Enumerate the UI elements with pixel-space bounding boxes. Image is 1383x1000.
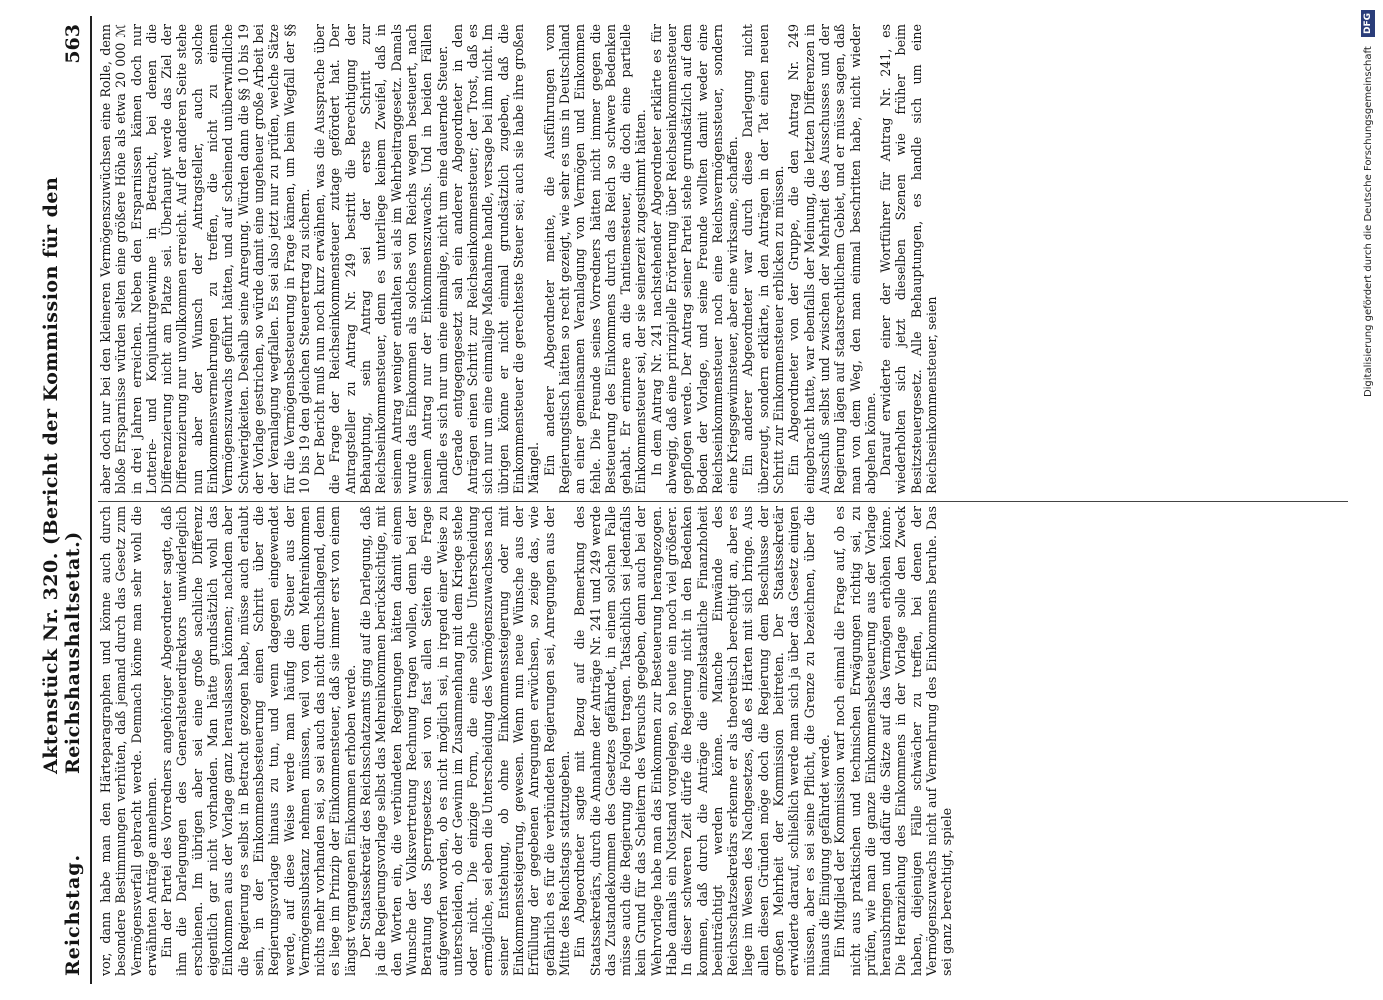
rotated-page-content [40,16,1350,984]
header-left-title: Reichstag. [62,853,84,976]
column-right [98,24,1348,494]
paragraph: Ein anderer Abgeordneter war durch diese Darlegung nicht überzeugt, sondern erklärte, in den Anträgen in der Tat einen neuen Schritt zur Einkommensteuer erblicken zu müssen. [740,24,787,494]
text-columns [98,16,1348,984]
paragraph: Ein Abgeordneter sagte mit Bezug auf die Bemerkung des Staatssekretärs, durch die Annahme der Anträge Nr. 241 und 249 werde das Zustandekommen des Gesetzes gefährdet, in einem solchen Falle müsse auch die Regierung die Folgen tragen. Tatsächlich sei jedenfalls kein Grund für das Scheitern des Versuchs gegeben, denn auch bei der Wehrvorlage habe man das Einkommen zur Besteuerung herangezogen. Habe damals ein Notstand vorgelegen, so heute ein noch viel größerer. In dieser schweren Zeit dürfe die Regierung nicht in den Bedenken kommen, daß durch die Anträge die einzelstaatliche Finanzhoheit beeinträchtigt werden könne. Manche Einwände des Reichsschatzsekretärs erkenne er als theoretisch berechtigt an, aber es liege im Wesen des Nachgesetzes, daß es Härten mit sich bringe. Aus allen diesen Gründen möge doch die Regierung dem Beschlusse der großen Mehrheit der Kommission beitreten. Der Staatssekretär erwiderte darauf, schließlich werde man sich ja über das Gesetz einigen müssen, aber es sei seine Pflicht, die Grenze zu bezeichnen, über die hinaus die Einigung gefährdet werde. [572,506,832,976]
paragraph: Der Bericht muß nun noch kurz erwähnen, was die Aussprache über die Frage der Reichseinkommensteuer zutage gefördert hat. Der Antragsteller zu Antrag Nr. 249 bestritt die Berechtigung der Behauptung, sein Antrag sei der erste Schritt zur Reichseinkommensteuer, denn es unterliege keinem Zweifel, daß in seinem Antrag weniger enthalten sei als im Wehrbeitraggesetz. Damals wurde das Einkommen als solches von Reichs wegen besteuert, nach seinem Antrag nur der Einkommenszuwachs. Und in beiden Fällen handle es sich nur um eine einmalige, nicht um eine dauernde Steuer. [312,24,450,494]
paragraph: Ein Abgeordneter von der Gruppe, die den Antrag Nr. 249 eingebracht hatte, war ebenfalls der Meinung, die letzten Differenzen in Ausschuß selbst und zwischen der Mehrheit des Ausschusses und der Regierung lägen auf staatsrechtlichem Gebiet, und er müsse sagen, daß man von dem Weg, den man einmal beschritten habe, nicht wieder abgehen könne. [786,24,878,494]
column-divider [98,501,1348,502]
paragraph: vor, dann habe man den Härteparagraphen und könne auch durch besondere Bestimmungen verhüten, daß jemand durch das Gesetz zum Vermögensverfall gebracht werde. Demnach könne man sehr wohl die erwähnten Anträge annehmen. [98,506,159,976]
paragraph: Ein Mitglied der Kommission warf noch einmal die Frage auf, ob es nicht aus praktischen und technischen Erwägungen richtig sei, zu prüfen, wie man die ganze Einkommensbesteuerung aus der Vorlage herausbringen und dafür die Sätze auf das Vermögen erhöhen könne. Die Heranziehung des Einkommens in der Vorlage solle den Zweck haben, diejenigen Fälle schwächer zu treffen, bei denen der Vermögenszuwachs nicht auf Vermehrung des Einkommens beruhe. Das sei ganz berechtigt, spiele [832,506,955,976]
paragraph: Darauf erwiderte einer der Wortführer für Antrag Nr. 241, es wiederholten sich jetzt dieselben Szenen wie früher beim Besitzsteuergesetz. Alle Behauptungen, es handle sich um eine Reichseinkommensteuer, seien [878,24,940,494]
page-number: 563 [62,24,84,64]
digitization-credit-strip [1358,10,1380,990]
document-page [40,16,1350,984]
paragraph: In dem Antrag Nr. 241 nachstehender Abgeordneter erklärte es für abwegig, daß eine prinzipielle Erörterung über Reichseinkommensteuer gepflogen werde. Der Antrag seiner Partei stehe grundsätzlich auf dem Boden der Vorlage, und seine Freunde wollten damit weder eine Reichseinkommensteuer noch eine Reichsvermögenssteuer, sondern eine Kriegsgewinnsteuer, aber eine wirksame, schaffen. [648,24,741,494]
credit-text: Digitalisierung gefördert durch die Deutsche Forschungsgemeinschaft [1363,46,1374,398]
paragraph: Ein anderer Abgeordneter meinte, die Ausführungen vom Regierungstisch hätten so recht gezeigt, wie sehr es uns in Deutschland an einer gemeinsamen Veranlagung von Vermögen und Einkommen fehle. Die Freunde seines Vorredners hätten nicht immer gegen die Besteuerung des Einkommens durch das Reich so schwere Bedenken gehabt. Er erinnere an die Tantiemesteuer, die doch eine partielle Einkommensteuer sei, der sie seinerzeit zugestimmt hätten. [541,24,649,494]
paragraph: Der Staatssekretär des Reichsschatzamts ging auf die Darlegung, daß ja die Regierungsvorlage selbst das Mehreinkommen berücksichtige, mit den Worten ein, die verbündeten Regierungen hätten damit einem Wunsche der Volksvertretung Rechnung tragen wollen, denn bei der Beratung des Sperrgesetzes sei von fast allen Seiten die Frage aufgeworfen worden, ob es nicht möglich sei, in irgend einer Weise zu unterscheiden, ob der Gewinn im Zusammenhang mit dem Kriege stehe oder nicht. Die einzige Form, die eine solche Unterscheidung ermögliche, sei eben die Unterscheidung des Vermögenszuwachses nach seiner Entstehung, ob ohne Einkommenssteigerung oder mit Einkommenssteigerung, gewesen. Wenn nun neue Wünsche aus der Erfüllung der gegebenen Anregungen erwüchsen, so zeige das, wie gefährlich es für die verbündeten Regierungen sei, Anregungen aus der Mitte des Reichstags stattzugeben. [358,506,572,976]
column-left [98,506,1348,976]
paragraph: Ein der Partei des Vorredners angehöriger Abgeordneter sagte, daß ihm die Darlegungen des Generalsteuerdirektors unwiderleglich erschienen. Im übrigen aber sei eine große sachliche Differenz eigentlich gar nicht vorhanden. Man hätte grundsätzlich wohl das Einkommen aus der Vorlage ganz herauslassen können; nachdem aber die Regierung es selbst in Betracht gezogen habe, müsse auch erlaubt sein, in der Einkommensbesteuerung einen Schritt über die Regierungsvorlage hinaus zu tun, und wenn dagegen eingewendet werde, auf diese Weise werde man häufig die Steuer aus der Vermögenssubstanz nehmen müssen, weil von dem Mehreinkommen nichts mehr vorhanden sei, so sei auch das nicht durchschlagend, denn es liege im Prinzip der Einkommensteuer, daß sie immer erst von einem längst vergangenen Einkommen erhoben werde. [159,506,358,976]
running-header [40,16,92,984]
digitization-credit [1358,10,1380,990]
paragraph: Gerade entgegengesetzt sah ein anderer Abgeordneter in den Anträgen einen Schritt zur Reichseinkommensteuer; der Trost, daß es sich nur um eine einmalige Maßnahme handle, versage bei ihm nicht. Im übrigen könne er nicht einmal grundsätzlich zugeben, daß die Einkommensteuer die gerechteste Steuer sei; auch sie habe ihre großen Mängel. [449,24,542,494]
dfg-logo: DFG [1361,10,1375,37]
paragraph: aber doch nur bei den kleineren Vermögenszuwüchsen eine Rolle, denn bloße Ersparnisse würden selten eine größere Höhe als etwa 20 000 ℳ in drei Jahren erreichen. Neben den Ersparnissen kämen doch nur Lotterie- und Konjunkturgewinne in Betracht, bei denen die Differenzierung nicht am Platze sei. Überhaupt werde das Ziel der Differenzierung nur unvollkommen erreicht. Auf der anderen Seite stehe nun aber der Wunsch der Antragsteller, auch solche Einkommensvermehrungen zu treffen, die nicht zu einem Vermögenszuwachs geführt hätten, und auf scheinend unüberwindliche Schwierigkeiten. Deshalb seine Anregung. Würden dann die §§ 10 bis 19 der Vorlage gestrichen, so würde damit eine ungeheuer große Arbeit bei der Veranlagung wegfallen. Es sei also jetzt nur zu prüfen, welche Sätze für die Vermögensbesteuerung in Frage kämen, um beim Wegfall der §§ 10 bis 19 den gleichen Steuerertrag zu sichern. [98,24,312,494]
header-center-title: Aktenstück Nr. 320. (Bericht der Kommission für den Reichshaushaltsetat.) [40,176,84,774]
